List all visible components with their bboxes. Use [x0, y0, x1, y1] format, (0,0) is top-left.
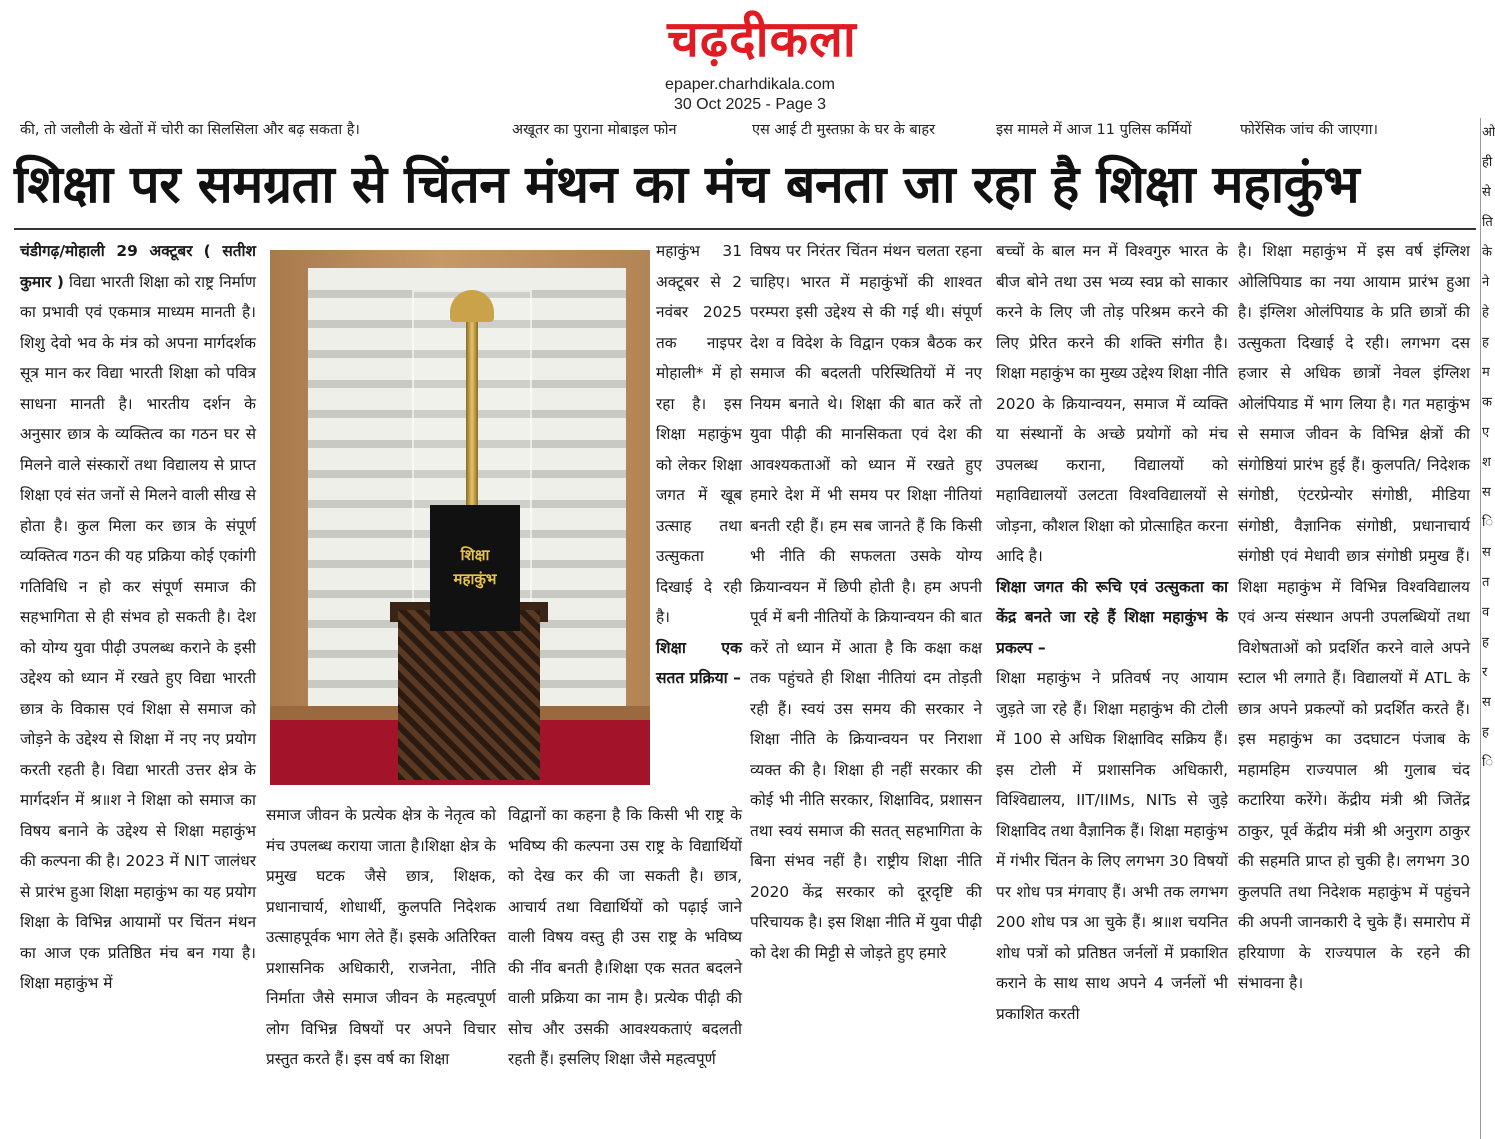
- headline: शिक्षा पर समग्रता से चिंतन मंथन का मंच बनता जा रहा है शिक्षा महाकुंभ: [14, 155, 1360, 215]
- article-column-1: [20, 236, 256, 1134]
- article-photo: [270, 250, 650, 785]
- column-3-text: महाकुंभ 31 अक्टूबर से 2 नवंबर 2025 तक नाइपर मोहाली* में हो रहा है। इस शिक्षा महाकुंभ को लेकर शिक्षा जगत में खूब उत्साह तथा उत्सुकता दिखाई दे रही है।: [656, 242, 742, 626]
- article-column-3-bottom: [508, 800, 742, 1134]
- dateline: चंडीगढ़/मोहाली 29 अक्टूबर: [20, 242, 193, 260]
- column-5-text: बच्चों के बाल मन में विश्वगुरु भारत के बीज बोने तथा उस भव्य स्वप्न को साकार करने के लिए जी तोड़ परिश्रम करने की लिए प्रेरित करने की शक्ति संगीत है। शिक्षा महाकुंभ का मुख्य उद्देश्य शिक्षा नीति 2020 के क्रियान्वयन, समाज में व्यक्ति या संस्थानों के अच्छे प्रयोगों को मंच उपलब्ध कराना, विद्यालयों को महाविद्यालयों उलटता विश्वविद्यालयों से जोड़ना, कौशल शिक्षा को प्रोत्साहित करना आदि है।: [996, 242, 1228, 565]
- photo-black-box: [430, 505, 520, 631]
- photo-box-label-1: शिक्षा: [460, 546, 490, 564]
- epaper-url: epaper.charhdikala.com: [665, 76, 835, 93]
- article-column-6: [1238, 236, 1470, 1134]
- newspaper-logo: चढ़दीकला: [667, 10, 857, 68]
- article-column-4: [750, 236, 982, 1134]
- article-column-5: [996, 236, 1228, 1134]
- column-3b-text: विद्वानों का कहना है कि किसी भी राष्ट्र के भविष्य की कल्पना उस राष्ट्र के विद्यार्थियों को देख कर की जा सकती है। छात्र, आचार्य तथा विद्यार्थियों को पढ़ाई जाने वाली विषय वस्तु ही उस राष्ट्र के भविष्य की नींव बनती है।शिक्षा एक सतत बदलने वाली प्रक्रिया का नाम है। प्रत्येक पीढ़ी की सोच और उसकी आवश्यकताएं बदलती रहती हैं। इसलिए शिक्षा जैसे महत्वपूर्ण: [508, 806, 742, 1068]
- headline-rule: [14, 228, 1476, 230]
- byline: ( सतीश कुमार ): [20, 242, 256, 291]
- column-3-subheading: शिक्षा एक सतत प्रक्रिया –: [656, 638, 742, 687]
- column-2-text: समाज जीवन के प्रत्येक क्षेत्र के नेतृत्व को मंच उपलब्ध कराया जाता है।शिक्षा क्षेत्र के प्रमुख घटक जैसे छात्र, शिक्षक, प्रधानाचार्य, शोधार्थी, कुलपति निदेशक उत्साहपूर्वक भाग लेते हैं। इसके अतिरिक्त प्रशासनिक अधिकारी, राजनेता, नीति निर्माता जैसे समाज जीवन के महत्वपूर्ण लोग विभिन्न विषयों पर अपने विचार प्रस्तुत करते हैं। इस वर्ष का शिक्षा: [266, 806, 496, 1068]
- column-1-text: विद्या भारती शिक्षा को राष्ट्र निर्माण का प्रभावी एवं एकमात्र माध्यम मानती है।शिशु देवो भव के मंत्र को अपना मार्गदर्शक सूत्र मान कर विद्या भारती शिक्षा को पवित्र साधना मानती है। भारतीय दर्शन के अनुसार छात्र के व्यक्तित्व का गठन घर से मिलने वाले संस्कारों तथा विद्यालय से प्राप्त शिक्षा एवं संत जनों से मिलने वाली सीख से होता है। कुल मिला कर छात्र के संपूर्ण व्यक्तित्व गठन की यह प्रक्रिया कोई एकांगी गतिविधि न हो कर संपूर्ण समाज की सहभागिता से ही संभव हो सकती है। देश को योग्य युवा पीढ़ी उपलब्ध कराने के इसी उद्देश्य को ध्यान में रखते हुए विद्या भारती छात्र के विकास एवं शिक्षा से समाज को जोड़ने के उद्देश्य से शिक्षा में नए नए प्रयोग करती रहती है। विद्या भारती उत्तर क्षेत्र के मार्गदर्शन में श्र॥श ने शिक्षा को समाज का विषय बनाने के उद्देश्य से शिक्षा महाकुंभ की कल्पना की है। 2023 में NIT जालंधर से प्रारंभ हुआ शिक्षा महाकुंभ का यह प्रयोग शिक्षा के विभिन्न आयामों पर चिंतन मंथन का आज एक प्रतिष्ठित मंच बन गया है। शिक्षा महाकुंभ में: [20, 272, 256, 992]
- edition-date-page: 30 Oct 2025 - Page 3: [673, 96, 827, 113]
- right-edge-neighbor-text: ओ ही से ति के ने हे ह म क ए श स ि स त व ह र स ह ि: [1482, 125, 1495, 770]
- top-strip-text-3: एस आई टी मुस्तफ़ा के घर के बाहर: [752, 122, 936, 138]
- article-column-3-top: [656, 236, 742, 796]
- photo-carved-table: [398, 610, 540, 780]
- column-6-text: है। शिक्षा महाकुंभ में इस वर्ष इंग्लिश ओलिपियाड का नया आयाम प्रारंभ हुआ है। इंग्लिश ओलंपियाड के प्रति छात्रों की उत्सुकता दिखाई दे रही। लगभग दस हजार से अधिक छात्रों नेवल इंग्लिश ओलंपियाड में भाग लिया है। गत महाकुंभ से समाज जीवन के विभिन्न क्षेत्रों की संगोष्ठियां प्रारंभ हुई हैं। कुलपति/ निदेशक संगोष्ठी, एंटरप्रेन्योर संगोष्ठी, मीडिया संगोष्ठी, वैज्ञानिक संगोष्ठी, प्रधानाचार्य संगोष्ठी एवं मेधावी छात्र संगोष्ठी प्रमुख हैं। शिक्षा महाकुंभ में विभिन्न विश्वविद्यालय एवं अन्य संस्थान अपनी उपलब्धियों तथा विशेषताओं को प्रदर्शित करने वाले अपने स्टाल भी लगाते हैं। विद्यालयों में ATL के छात्र अपने प्रकल्पों को प्रदर्शित करते हैं। इस महाकुंभ का उदघाटन पंजाब के महामहिम राज्यपाल श्री गुलाब चंद कटारिया करेंगे। केंद्रीय मंत्री श्री जितेंद्र ठाकुर, पूर्व केंद्रीय मंत्री श्री अनुराग ठाकुर की सहमति प्राप्त हो चुकी है। लगभग 30 कुलपति तथा निदेशक महाकुंभ में पहुंचने की अपनी जानकारी दे चुके हैं। समारोप में हरियाणा के राज्यपाल के रहने की संभावना है।: [1238, 242, 1470, 992]
- column-5-subheading: शिक्षा जगत की रूचि एवं उत्सुकता का केंद्र बनते जा रहे हैं शिक्षा महाकुंभ के प्रकल्प –: [996, 577, 1228, 657]
- masthead: [0, 0, 1491, 118]
- top-strip-text-1: की, तो जलौली के खेतों में चोरी का सिलसिला और बढ़ सकता है।: [20, 122, 360, 138]
- column-5b-text: शिक्षा महाकुंभ ने प्रतिवर्ष नए आयाम जुड़ते जा रहे हैं। शिक्षा महाकुंभ की टोली में 100 से अधिक शिक्षाविद सक्रिय हैं। इस टोली में प्रशासनिक अधिकारी, विश्विद्यालय, IIT/IIMs, NITs से जुड़े शिक्षाविद तथा वैज्ञानिक हैं। शिक्षा महाकुंभ में गंभीर चिंतन के लिए लगभग 30 विषयों पर शोध पत्र मंगवाए हैं। अभी तक लगभग 200 शोध पत्र आ चुके हैं। श्र॥श चयनित शोध पत्रों को प्रतिष्ठत जर्नलों में प्रकाशित कराने के साथ साथ अपने 4 जर्नलों भी प्रकाशित करती: [996, 669, 1228, 1023]
- top-strip-text-4: इस मामले में आज 11 पुलिस कर्मियों: [996, 122, 1192, 138]
- right-column-divider: [1480, 118, 1481, 1139]
- photo-box-label-2: महाकुंभ: [453, 570, 497, 588]
- column-4-text: विषय पर निरंतर चिंतन मंथन चलता रहना चाहिए। भारत में महाकुंभों की शाश्वत परम्परा इसी उद्देश्य से की गई थी। संपूर्ण देश व विदेश के विद्वान एकत्र बैठक कर समाज की बदलती परिस्थितियों में नए नियम बनाते थे। शिक्षा की बात करें तो युवा पीढ़ी की मानसिकता एवं देश की आवश्यकताओं को ध्यान में रखते हुए हमारे देश में भी समय पर शिक्षा नीतियां बनती रही हैं। हम सब जानते हैं कि किसी भी नीति की सफलता उसके योग्य क्रियान्वयन में छिपी होती है। हम अपनी पूर्व में बनी नीतियों के क्रियान्वयन की बात करें तो ध्यान में आता है कि कक्षा कक्ष तक पहुंचते ही शिक्षा नीतियां दम तोड़ती रही हैं। स्वयं उस समय की सरकार ने शिक्षा नीति के क्रियान्वयन पर निराशा व्यक्त की है। शिक्षा ही नहीं सरकार की कोई भी नीति सरकार, शिक्षाविद, प्रशासन तथा स्वयं समाज की सतत् सहभागिता के बिना संभव नहीं है। राष्ट्रीय शिक्षा नीति 2020 केंद्र सरकार को दूरदृष्टि की परिचायक है। इस शिक्षा नीति में युवा पीढ़ी को देश की मिट्टी से जोड़ते हुए हमारे: [750, 242, 982, 962]
- top-strip-text-2: अखूतर का पुराना मोबाइल फोन: [512, 122, 677, 138]
- top-strip-text-5: फोरेंसिक जांच की जाएगा।: [1240, 122, 1378, 138]
- article-column-2: [266, 800, 496, 1134]
